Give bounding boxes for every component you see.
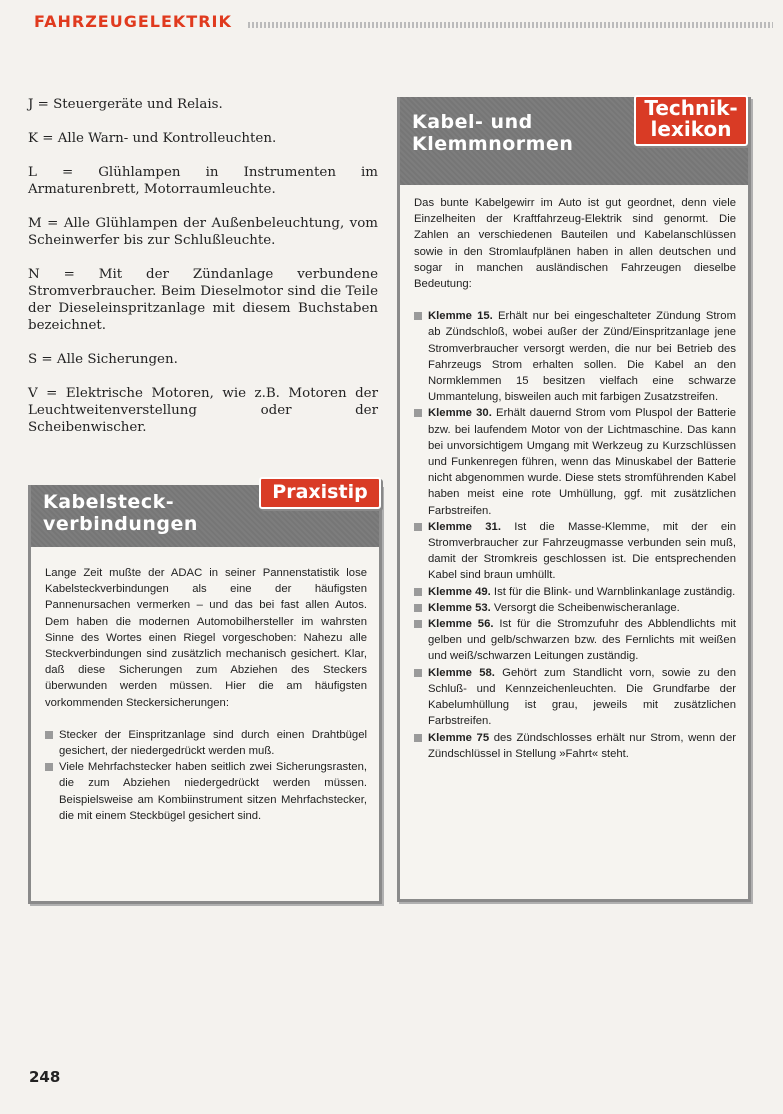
praxistip-badge-label: Praxistip bbox=[272, 481, 368, 503]
klemme-text: Versorgt die Scheibenwischeranlage. bbox=[490, 601, 680, 614]
page-number: 248 bbox=[29, 1068, 61, 1086]
page-header bbox=[28, 8, 773, 32]
bullet-square-icon bbox=[414, 312, 422, 320]
list-item bbox=[414, 616, 736, 665]
header-rule bbox=[248, 22, 773, 28]
praxistip-heading-line2: verbindungen bbox=[43, 513, 198, 535]
klemme-label: Klemme 53. bbox=[428, 601, 491, 614]
list-item bbox=[414, 600, 736, 616]
klemme-label: Klemme 31. bbox=[428, 520, 501, 533]
technik-badge-line1: Technik- bbox=[644, 96, 738, 120]
section-title: FAHRZEUGELEKTRIK bbox=[34, 12, 232, 31]
technik-body bbox=[400, 185, 748, 770]
technik-badge-line2: lexikon bbox=[650, 117, 732, 141]
bullet-text: Viele Mehrfachstecker haben seitlich zwei Sicherungsrasten, die zum Abziehen niedergedrückt werden müssen. Beispielsweise am Kombiinstrument sitzen Mehrfachstecker, die mit einem Steckbügel gesichert sind. bbox=[59, 761, 367, 822]
definition-v: V = Elektrische Motoren, wie z.B. Motoren der Leuchtweitenverstellung oder der Scheibenwischer. bbox=[28, 386, 378, 435]
klemme-label: Klemme 75 bbox=[428, 731, 490, 744]
praxistip-heading-line1: Kabelsteck- bbox=[43, 491, 175, 513]
list-item bbox=[414, 584, 736, 600]
klemme-text: des Zündschlosses erhält nur Strom, wenn der Zündschlüssel in Stellung »Fahrt« steht. bbox=[428, 731, 736, 760]
list-item bbox=[414, 519, 736, 584]
left-column bbox=[28, 96, 378, 453]
definition-s: S = Alle Sicherungen. bbox=[28, 352, 178, 367]
technik-box bbox=[397, 97, 751, 902]
bullet-square-icon bbox=[414, 620, 422, 628]
praxistip-intro: Lange Zeit mußte der ADAC in seiner Pannenstatistik lose Kabelsteckverbindungen als eine der häufigsten Pannenursachen vermerken – und das bei fast allen Autos. Dem haben die modernen Automobilhersteller im wahrsten Sinne des Wortes einen Riegel vorgeschoben: Nahezu alle Steckverbindungen sind zusätzlich mechanisch gesichert. Klar, daß diese Sicherungen zum Abziehen des Steckers überwunden werden müssen. Hier die am häufigsten vorkommenden Steckersicherungen: bbox=[45, 567, 367, 709]
klemme-label: Klemme 56. bbox=[428, 618, 494, 631]
bullet-square-icon bbox=[414, 588, 422, 596]
list-item bbox=[45, 759, 367, 824]
bullet-square-icon bbox=[45, 763, 53, 771]
klemme-text: Ist die Masse-Klemme, mit der ein Stromverbraucher zur Fahrzeugmasse verbunden sein muß, damit der Stromkreis geschlossen ist. Die entsprechenden Kabel sind braun umhüllt. bbox=[428, 520, 736, 582]
klemme-label: Klemme 49. bbox=[428, 585, 491, 598]
technik-intro: Das bunte Kabelgewirr im Auto ist gut geordnet, denn viele Einzelheiten der Kraftfahrzeug-Elektrik sind genormt. Die Zahlen an verschiedenen Bauteilen und Kabelanschlüssen sowie in den Stromlaufplänen haben in allen deutschen und sogar in manchen ausländischen Fahrzeugen dieselbe Bedeutung: bbox=[414, 197, 736, 291]
definition-m: M = Alle Glühlampen der Außenbeleuchtung, vom Scheinwerfer bis zur Schlußleuchte. bbox=[28, 216, 378, 248]
klemme-text: Erhält nur bei eingeschalteter Zündung Strom ab Zündschloß, wobei außer der Zünd/Einspritzanlage jene Stromverbraucher versorgt werden, die nur bei Betrieb des Fahrzeugs Strom erhalten sollen. Die Kabel an den Normklemmen 15 besitzen vielfach eine schwarze Ummantelung, bisweilen auch mit farbigen Zusatzstreifen. bbox=[428, 310, 736, 404]
klemme-text: Gehört zum Standlicht vorn, sowie zu den Schluß- und Kennzeichenleuchten. Die Grundfarbe der Kabelumhüllung ist grau, jeweils mit zusätzlichen Farbstreifen. bbox=[428, 666, 736, 728]
klemme-label: Klemme 15. bbox=[428, 310, 493, 323]
list-item bbox=[414, 730, 736, 762]
technik-badge bbox=[634, 95, 748, 146]
bullet-square-icon bbox=[414, 669, 422, 677]
praxistip-badge bbox=[259, 477, 381, 509]
praxistip-box bbox=[28, 481, 382, 904]
bullet-square-icon bbox=[414, 523, 422, 531]
klemme-text: Erhält dauernd Strom vom Pluspol der Batterie bzw. bei laufendem Motor von der Lichtmaschine. Das kann bei unvorsichtigem Umgang mit Werkzeug zu Kurzschlüssen und Funkenregen führen, wenn das Minuskabel der Batterie nicht abgenommen wurde. Diese stets stromführenden Kabel haben meist eine rote Umhüllung, ggf. mit zusätzlichen Farbstreifen. bbox=[428, 407, 736, 517]
klemme-label: Klemme 58. bbox=[428, 666, 495, 679]
bullet-square-icon bbox=[45, 731, 53, 739]
list-item bbox=[414, 308, 736, 405]
list-item bbox=[414, 665, 736, 730]
klemme-text: Ist für die Blink- und Warnblinkanlage zuständig. bbox=[490, 585, 736, 598]
bullet-square-icon bbox=[414, 734, 422, 742]
bullet-square-icon bbox=[414, 409, 422, 417]
definition-l: L = Glühlampen in Instrumenten im Armaturenbrett, Motorraumleuchte. bbox=[28, 165, 378, 197]
list-item bbox=[45, 727, 367, 759]
klemme-text: Ist für die Stromzufuhr des Abblendlichts mit gelben und gelb/schwarzen bzw. des Fernlichts mit weißen und weiß/schwarzen Leitungen zuständig. bbox=[428, 618, 737, 663]
definition-k: K = Alle Warn- und Kontrolleuchten. bbox=[28, 131, 277, 146]
definition-n: N = Mit der Zündanlage verbundene Stromverbraucher. Beim Dieselmotor sind die Teile der Dieseleinspritzanlage mit diesem Buchstaben bezeichnet. bbox=[28, 267, 378, 333]
praxistip-body bbox=[31, 547, 379, 832]
bullet-square-icon bbox=[414, 604, 422, 612]
klemme-label: Klemme 30. bbox=[428, 407, 492, 420]
technik-heading-line1: Kabel- und bbox=[412, 111, 533, 133]
bullet-text: Stecker der Einspritzanlage sind durch einen Drahtbügel gesichert, der niedergedrückt werden muß. bbox=[59, 728, 367, 758]
technik-heading-line2: Klemmnormen bbox=[412, 133, 574, 155]
list-item bbox=[414, 405, 736, 518]
definition-j: J = Steuergeräte und Relais. bbox=[28, 97, 223, 112]
